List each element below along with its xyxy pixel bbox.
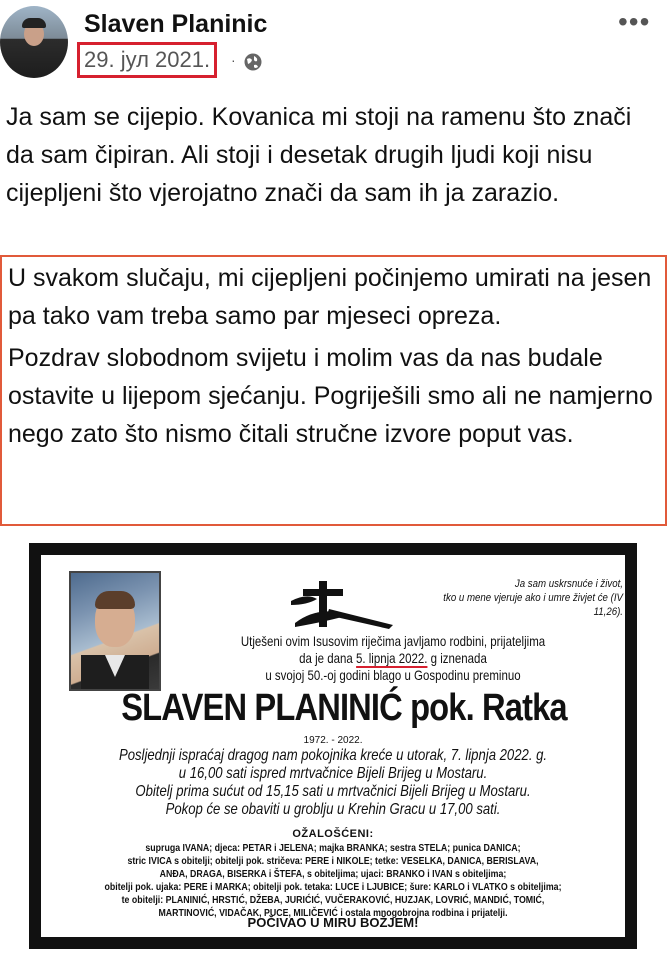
obituary-card [41,555,625,937]
deceased-photo [69,571,161,691]
mourners-line: te obitelji: PLANINIĆ, HRSTIĆ, DŽEBA, JURIĆIĆ, VUČERAKOVIĆ, HUZJAK, LOVRIĆ, MANDIĆ, TOMIĆ, [121,895,545,906]
highlighted-text-box [0,255,667,526]
post-header [0,0,671,90]
death-date: 5. lipnja 2022. [355,650,428,666]
more-options-icon[interactable]: ••• [618,6,651,37]
post-text: Ja sam se cijepio. Kovanica mi stoji na ramenu što znači da sam čipiran. Ali stoji i desetak drugih ljudi koji nisu cijepljeni što vjerojatno znači da sam ih ja zarazio. [6,103,632,207]
deceased-name: SLAVEN PLANINIĆ pok. Ratka [121,687,567,729]
funeral-details [110,747,556,819]
avatar-cap [22,18,46,28]
funeral-line-4: Pokop će se obaviti u groblju u Krehin Gracu u 17,00 sati. [165,801,501,818]
life-years: 1972. - 2022. [303,735,363,746]
obituary-image[interactable] [29,543,637,949]
bible-verse [428,577,623,619]
cross-icon [289,575,399,631]
mourners-list [80,842,587,920]
globe-icon [243,52,263,72]
intro-line-2-pre: da je dana [299,650,356,666]
funeral-line-2: u 16,00 sati ispred mrtvačnice Bijeli Brijeg u Mostaru. [178,765,488,782]
mourners-line: stric IVICA s obitelji; obitelji pok. stričeva: PERE i NIKOLE; tetke: VESELKA, DANICA, BERISLAVA, [127,856,539,867]
mourners-line: ANĐA, DRAGA, BISERKA i ŠTEFA, s obiteljima; ujaci: BRANKO i IVAN s obiteljima; [159,869,507,880]
rest-in-peace: POČIVAO U MIRU BOŽJEM! [247,915,419,930]
mourners-line: supruga IVANA; djeca: PETAR i JELENA; majka BRANKA; sestra STELA; punica DANICA; [145,843,521,854]
avatar[interactable] [0,6,68,78]
mourners-title: OŽALOŠĆENI: [292,828,374,840]
obituary-intro [211,633,575,684]
funeral-line-3: Obitelj prima sućut od 15,15 sati u mrtvačnici Bijeli Brijeg u Mostaru. [135,783,531,800]
post-date[interactable]: 29. јул 2021. [77,42,217,78]
mourners-line: MARTINOVIĆ, VIDAČAK, PUCE, MILIČEVIĆ i ostala mnogobrojna rodbina i prijatelji. [158,908,508,919]
author-name[interactable]: Slaven Planinic [84,10,268,38]
intro-line-2 [211,650,575,667]
funeral-line-1: Posljednji ispraćaj dragog nam pokojnika kreće u utorak, 7. lipnja 2022. g. [118,747,548,764]
mourners-line: obitelji pok. ujaka: PERE i MARKA; obitelji pok. tetaka: LUCE i LJUBICE; šure: KARLO i VLATKO s obiteljima; [104,882,562,893]
intro-line-3: u svojoj 50.-oj godini blago u Gospodinu preminuo [265,667,521,683]
separator-dot: · [231,52,236,68]
verse-line-1: Ja sam uskrsnuće i život, [514,578,623,590]
verse-line-2: tko u mene vjeruje ako i umre živjet će (IV 11,26). [443,592,623,618]
photo-hair [95,591,135,609]
intro-line-2-post: g iznenada [427,650,487,666]
intro-line-1: Utješeni ovim Isusovim riječima javljamo rodbini, prijateljima [240,633,546,649]
highlighted-paragraph-1: U svakom slučaju, mi cijepljeni počinjemo umirati na jesen pa tako vam treba samo par mjeseci opreza. [8,264,652,330]
highlighted-paragraph-2: Pozdrav slobodnom svijetu i molim vas da nas budale ostavite u lijepom sjećanju. Pogriješili smo ali ne namjerno nego zato što nismo čitali stručne izvore poput vas. [8,344,653,448]
